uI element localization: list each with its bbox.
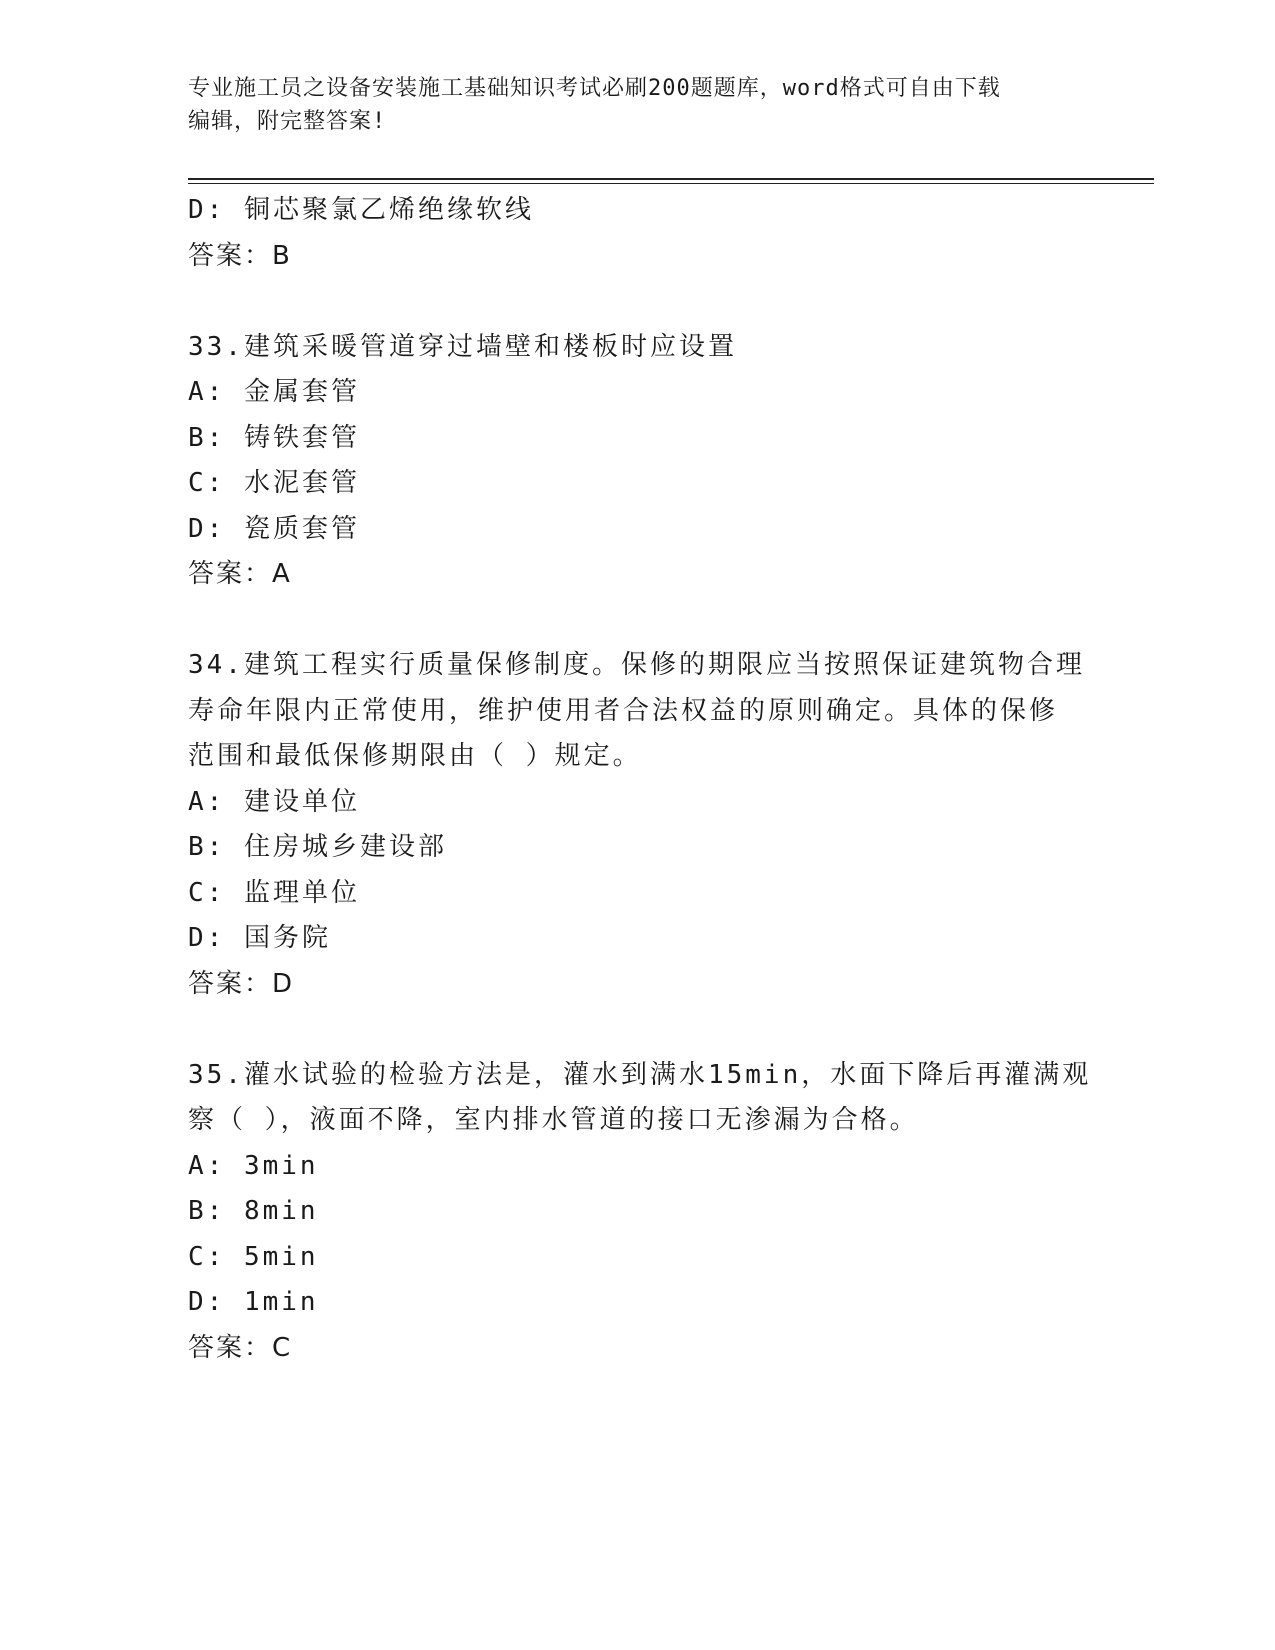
spacer — [188, 279, 1088, 325]
spacer — [188, 598, 1088, 644]
question-stem-line-2: 察（ ），液面不降，室内排水管道的接口无渗漏为合格。 — [188, 1105, 919, 1135]
question-list — [188, 188, 1092, 1371]
question-block-34 — [188, 643, 1088, 1007]
header-title-line-2: 编辑，附完整答案! — [188, 109, 387, 134]
option-c: C: 监理单位 — [188, 877, 360, 908]
header-divider-thin — [188, 183, 1154, 184]
document-header — [188, 72, 1068, 138]
option-c: C: 5min — [188, 1241, 319, 1272]
question-stem: 33.建筑采暖管道穿过墙壁和楼板时应设置 — [188, 331, 737, 362]
question-block-prev — [188, 188, 1088, 279]
option-d: D: 国务院 — [188, 923, 331, 953]
question-stem-line-1: 35.灌水试验的检验方法是，灌水到满水15min，水面下降后再灌满观 — [188, 1059, 1092, 1090]
question-block-35 — [188, 1053, 1092, 1372]
option-d: D: 瓷质套管 — [188, 513, 360, 544]
question-stem-line-1: 34.建筑工程实行质量保修制度。保修的期限应当按照保证建筑物合理 — [188, 650, 1085, 680]
option-c: C: 水泥套管 — [188, 468, 360, 498]
answer-label: 答案：A — [188, 559, 292, 589]
option-b: B: 8min — [188, 1196, 319, 1226]
option-d: D: 1min — [188, 1287, 319, 1317]
question-block-33 — [188, 325, 1088, 598]
question-stem-line-3: 范围和最低保修期限由（ ）规定。 — [188, 741, 642, 771]
option-a: A: 3min — [188, 1150, 319, 1181]
header-title-line-1: 专业施工员之设备安装施工基础知识考试必刷200题题库，word格式可自由下载 — [188, 76, 1001, 101]
option-b: B: 住房城乡建设部 — [188, 832, 447, 862]
option-d: D: 铜芯聚氯乙烯绝缘软线 — [188, 195, 534, 225]
spacer — [188, 1007, 1088, 1053]
option-a: A: 金属套管 — [188, 377, 360, 407]
answer-label: 答案：C — [188, 1332, 293, 1363]
answer-label: 答案：D — [188, 968, 295, 999]
option-b: B: 铸铁套管 — [188, 422, 360, 453]
answer-label: 答案：B — [188, 240, 292, 271]
option-a: A: 建设单位 — [188, 786, 360, 817]
header-divider-thick — [188, 178, 1154, 180]
question-stem-line-2: 寿命年限内正常使用，维护使用者合法权益的原则确定。具体的保修 — [188, 695, 1059, 726]
